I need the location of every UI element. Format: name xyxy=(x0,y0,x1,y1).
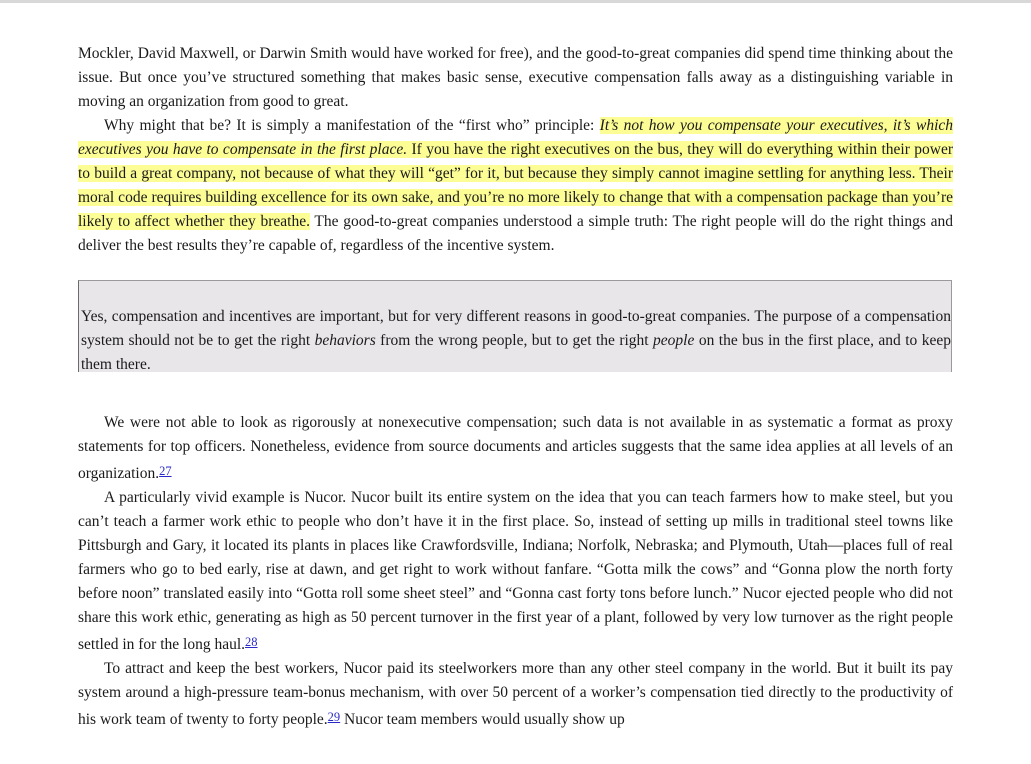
paragraph-first-who: Why might that be? It is simply a manifestation of the “first who” principle: It’s not how you compensate your executives, it’s which executives you have to compensate in the first place. If you have the right executives on the bus, they will do everything within their power to build a great company, not because of what they will “get” for it, but because they simply cannot imagine settling for anything less. Their moral code requires building excellence for its own sake, and you’re no more likely to change that with a compensation package than you’re likely to affect whether they breathe. The good-to-great companies understood a simple truth: The right people will do the right things and deliver the best results they’re capable of, regardless of the incentive system. xyxy=(78,117,954,254)
highlighted-passage: It’s not how you compensate your executives, it’s which executives you have to compensate in the first place. If you have the right executives on the bus, they will do everything within their power to build a great company, not because of what they will “get” for it, but because they simply cannot imagine settling for anything less. Their moral code requires building excellence for its own sake, and you’re no more likely to change that with a compensation package than you’re likely to affect whether they breathe. xyxy=(78,117,954,230)
paragraph-nucor-example: A particularly vivid example is Nucor. Nucor built its entire system on the idea that you can teach farmers how to make steel, but you can’t teach a farmer work ethic to people who don’t have it in the first place. So, instead of setting up mills in traditional steel towns like Pittsburgh and Gary, it located its plants in places like Crawfordsville, Indiana; Norfolk, Nebraska; and Plymouth, Utah—places full of real farmers who go to bed early, rise at dawn, and get right to work without fanfare. “Gotta milk the cows” and “Gonna plow the north forty before noon” translated easily into “Gotta roll some sheet steel” and “Gonna cast forty tons before lunch.” Nucor ejected people who did not share this work ethic, generating as high as 50 percent turnover in the first year of a plant, followed by very low turnover as the right people settled in for the long haul.28 xyxy=(78,489,953,653)
footnote-link-27[interactable]: 27 xyxy=(159,464,172,478)
callout-box xyxy=(78,280,952,372)
callout-text: Yes, compensation and incentives are important, but for very different reasons in good-to-great companies. The purpose of a compensation system should not be to get the right behaviors from the wrong people, but to get the right people on the bus in the first place, and to keep them there. xyxy=(81,308,952,373)
top-divider xyxy=(0,0,1031,3)
paragraph-nucor-pay: To attract and keep the best workers, Nucor paid its steelworkers more than any other steel company in the world. But it built its pay system around a high-pressure team-bonus mechanism, with over 50 percent of a worker’s compensation tied directly to the productivity of his work team of twenty to forty people.29 Nucor team members would usually show up xyxy=(78,660,953,728)
paragraph-compensation-intro: Mockler, David Maxwell, or Darwin Smith would have worked for free), and the good-to-great companies did spend time thinking about the issue. But once you’ve structured something that makes basic sense, executive compensation falls away as a distinguishing variable in moving an organization from good to great. xyxy=(78,45,953,110)
footnote-link-28[interactable]: 28 xyxy=(245,635,258,649)
text-block-lower xyxy=(78,411,953,732)
footnote-link-29[interactable]: 29 xyxy=(327,710,341,724)
text-block-upper xyxy=(78,42,953,258)
paragraph-nonexecutive: We were not able to look as rigorously at nonexecutive compensation; such data is not available in as systematic a format as proxy statements for top officers. Nonetheless, evidence from source documents and articles suggests that the same idea applies at all levels of an organization.27 xyxy=(78,414,953,482)
